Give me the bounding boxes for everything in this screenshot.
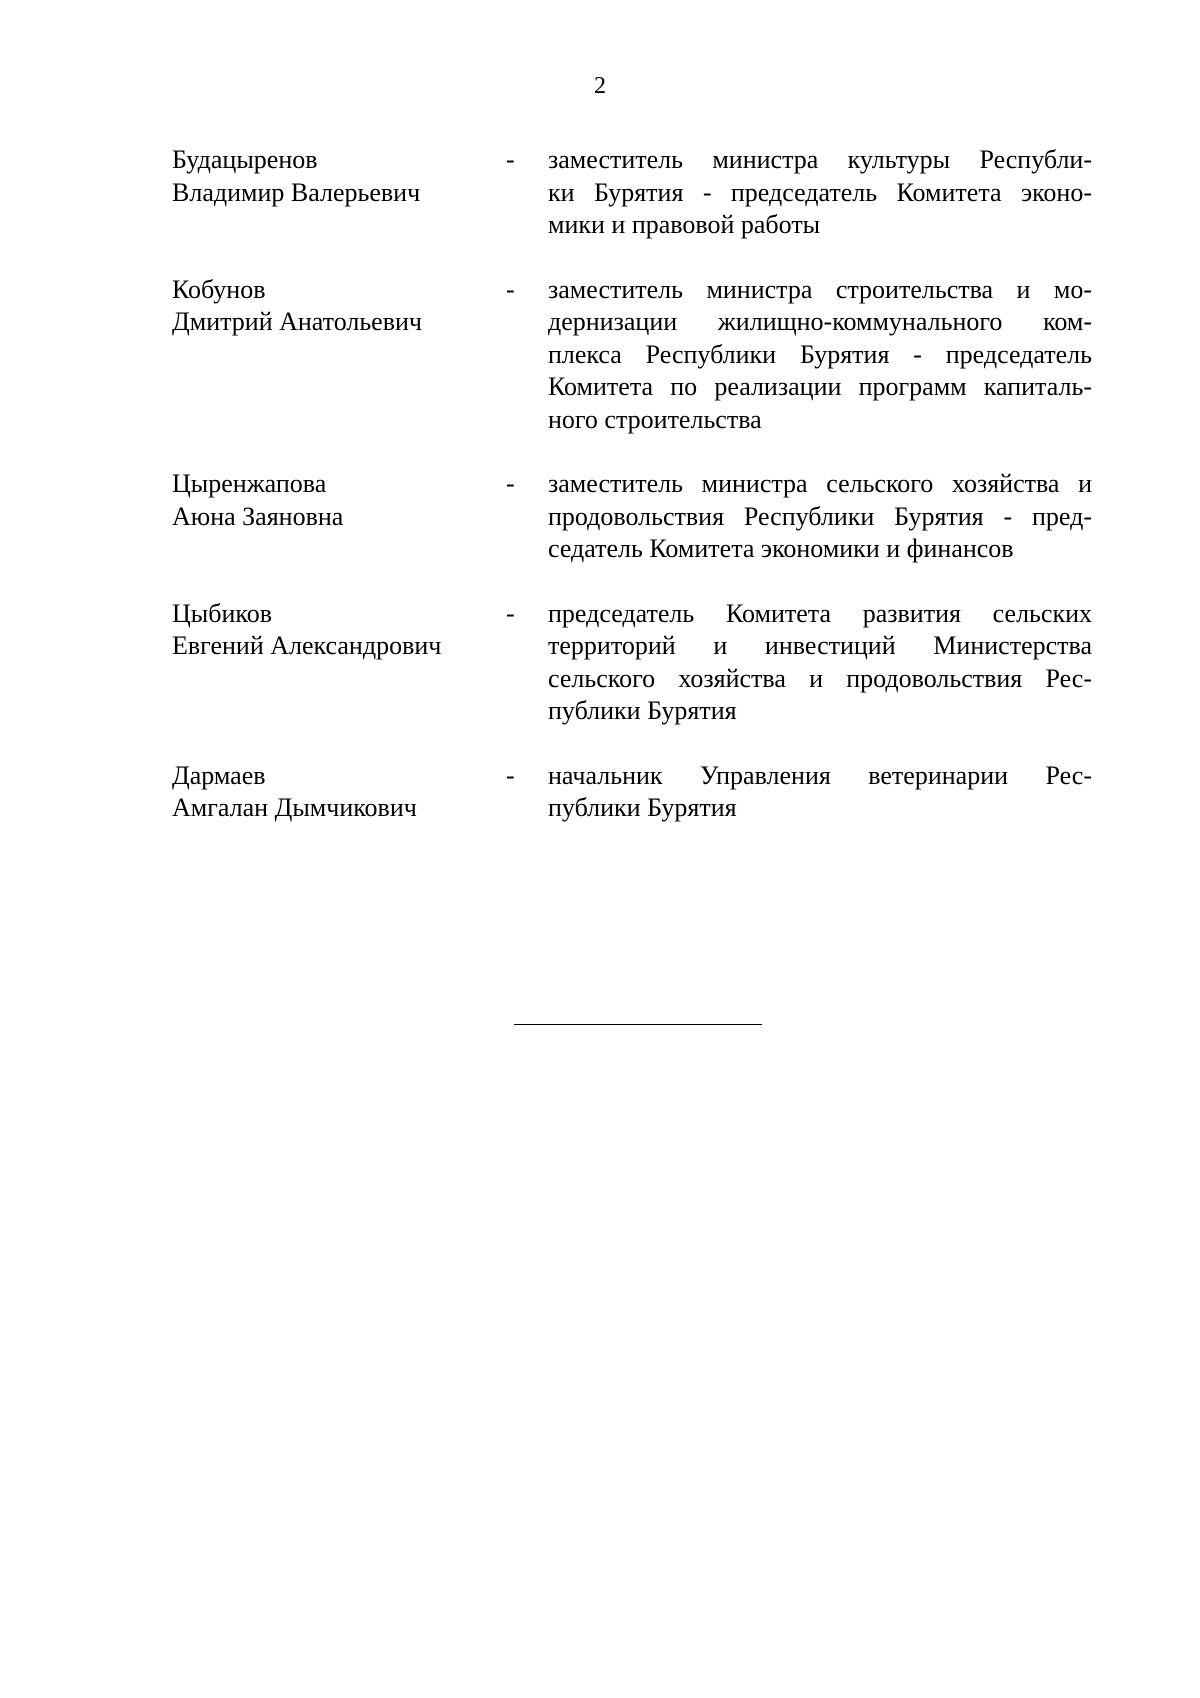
position-line: мики и правовой работы	[548, 210, 821, 239]
committee-members-list	[172, 144, 1092, 825]
position-line: заместитель министра культуры Республи-	[548, 145, 1092, 174]
position-line: ного строительства	[548, 404, 762, 434]
position-line: председатель Комитета развития сельских	[548, 598, 1092, 628]
member-entry	[172, 760, 1092, 825]
member-entry	[172, 598, 1092, 728]
member-surname: Цыбиков	[172, 598, 272, 628]
position-line: начальник Управления ветеринарии Рес-	[548, 760, 1092, 790]
member-surname: Цыренжапова	[172, 469, 327, 498]
member-position	[548, 144, 1092, 242]
member-name	[172, 760, 506, 825]
position-line: Комитета по реализации программ капиталь-	[548, 372, 1092, 401]
page-number: 2	[594, 73, 606, 99]
position-line: сельского хозяйства и продовольствия Рес-	[548, 663, 1092, 693]
dash-separator: -	[506, 760, 515, 790]
position-line: публики Бурятия	[548, 793, 737, 822]
member-name	[172, 144, 506, 209]
member-surname: Будацыренов	[172, 145, 318, 174]
member-surname: Кобунов	[172, 274, 266, 304]
member-name	[172, 468, 506, 533]
member-surname: Дармаев	[172, 760, 266, 790]
member-position	[548, 760, 1092, 825]
dash-separator: -	[506, 145, 515, 174]
member-name	[172, 598, 506, 663]
dash-separator: -	[506, 274, 515, 304]
position-line: ки Бурятия - председатель Комитета эконо-	[548, 177, 1092, 207]
position-line: заместитель министра строительства и мо-	[548, 274, 1092, 304]
position-line: дернизации жилищно-коммунального ком-	[548, 307, 1092, 336]
end-of-list-line	[514, 1024, 762, 1025]
position-line: седатель Комитета экономики и финансов	[548, 534, 1014, 563]
member-given-names: Амгалан Дымчикович	[172, 793, 417, 822]
member-given-names: Евгений Александрович	[172, 631, 442, 660]
position-line: заместитель министра сельского хозяйства и	[548, 469, 1092, 498]
member-entry	[172, 468, 1092, 566]
dash-separator: -	[506, 598, 515, 628]
position-line: продовольствия Республики Бурятия - пред-	[548, 501, 1092, 531]
member-entry	[172, 144, 1092, 242]
member-entry	[172, 274, 1092, 437]
member-position	[548, 598, 1092, 728]
dash-separator: -	[506, 469, 515, 498]
position-line: плекса Республики Бурятия - председатель	[548, 339, 1092, 369]
member-position	[548, 274, 1092, 437]
member-given-names: Дмитрий Анатольевич	[172, 307, 422, 336]
member-given-names: Владимир Валерьевич	[172, 177, 421, 207]
member-name	[172, 274, 506, 339]
position-line: публики Бурятия	[548, 696, 737, 725]
member-given-names: Аюна Заяновна	[172, 501, 344, 531]
member-position	[548, 468, 1092, 566]
position-line: территорий и инвестиций Министерства	[548, 631, 1092, 660]
